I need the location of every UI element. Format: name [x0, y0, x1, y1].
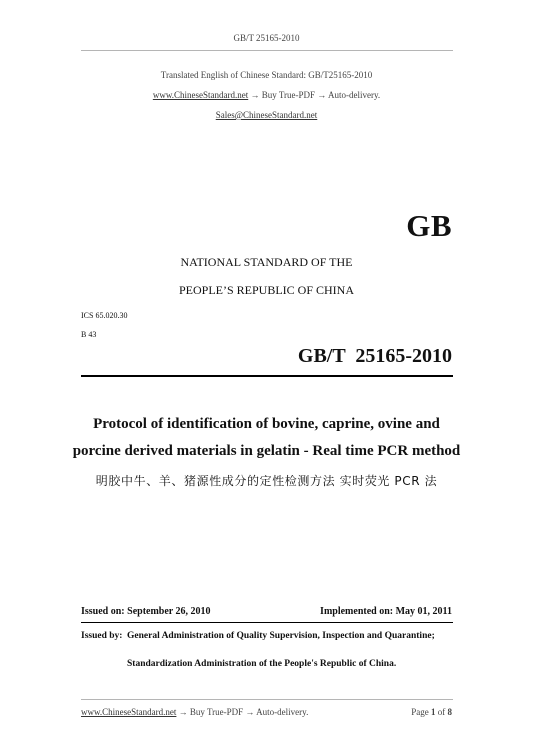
ccs-code: B 43 — [81, 330, 97, 339]
gb-mark: GB — [406, 208, 452, 243]
issuer-label: Issued by: — [81, 631, 123, 641]
running-header: GB/T 25165-2010 — [233, 33, 300, 43]
issued-date: Issued on: September 26, 2010 — [81, 606, 211, 617]
page-label: Page — [411, 707, 429, 717]
issuer-line1: General Administration of Quality Supervision, Inspection and Quarantine; — [127, 631, 435, 641]
page-total: 8 — [447, 707, 452, 717]
title-english-line2: porcine derived materials in gelatin - Real time PCR method — [72, 443, 461, 459]
title-divider — [81, 375, 453, 377]
ics-code: ICS 65.020.30 — [81, 311, 128, 320]
buy-pdf-text: → Buy True-PDF → Auto-delivery. — [248, 90, 381, 100]
page-of: of — [437, 707, 446, 717]
implemented-date: Implemented on: May 01, 2011 — [320, 606, 452, 617]
footer-buy-text: → Buy True-PDF → Auto-delivery. — [176, 707, 309, 717]
national-standard-line2: PEOPLE’S REPUBLIC OF CHINA — [178, 283, 355, 297]
sales-email-line — [0, 110, 533, 120]
standard-number: GB/T 25165-2010 — [297, 345, 452, 367]
dates-divider — [81, 622, 453, 623]
buy-pdf-line — [0, 90, 533, 100]
footer-buy-line — [81, 707, 308, 717]
footer-chinesestandard-link[interactable]: www.ChineseStandard.net — [81, 707, 177, 717]
chinesestandard-link[interactable]: www.ChineseStandard.net — [152, 90, 249, 100]
page-indicator — [411, 707, 452, 717]
issuer-line2: Standardization Administration of the People's Republic of China. — [127, 659, 397, 669]
page-current: 1 — [431, 707, 436, 717]
header-divider — [81, 50, 453, 51]
translation-notice: Translated English of Chinese Standard: GB/T25165-2010 — [160, 70, 373, 80]
national-standard-line1: NATIONAL STANDARD OF THE — [180, 255, 353, 269]
footer-divider — [81, 699, 453, 700]
title-english-line1: Protocol of identification of bovine, caprine, ovine and — [93, 416, 440, 432]
sales-email-link[interactable]: Sales@ChineseStandard.net — [215, 110, 318, 120]
title-chinese: 明胶中牛、羊、猪源性成分的定性检测方法 实时荧光 PCR 法 — [95, 474, 438, 488]
